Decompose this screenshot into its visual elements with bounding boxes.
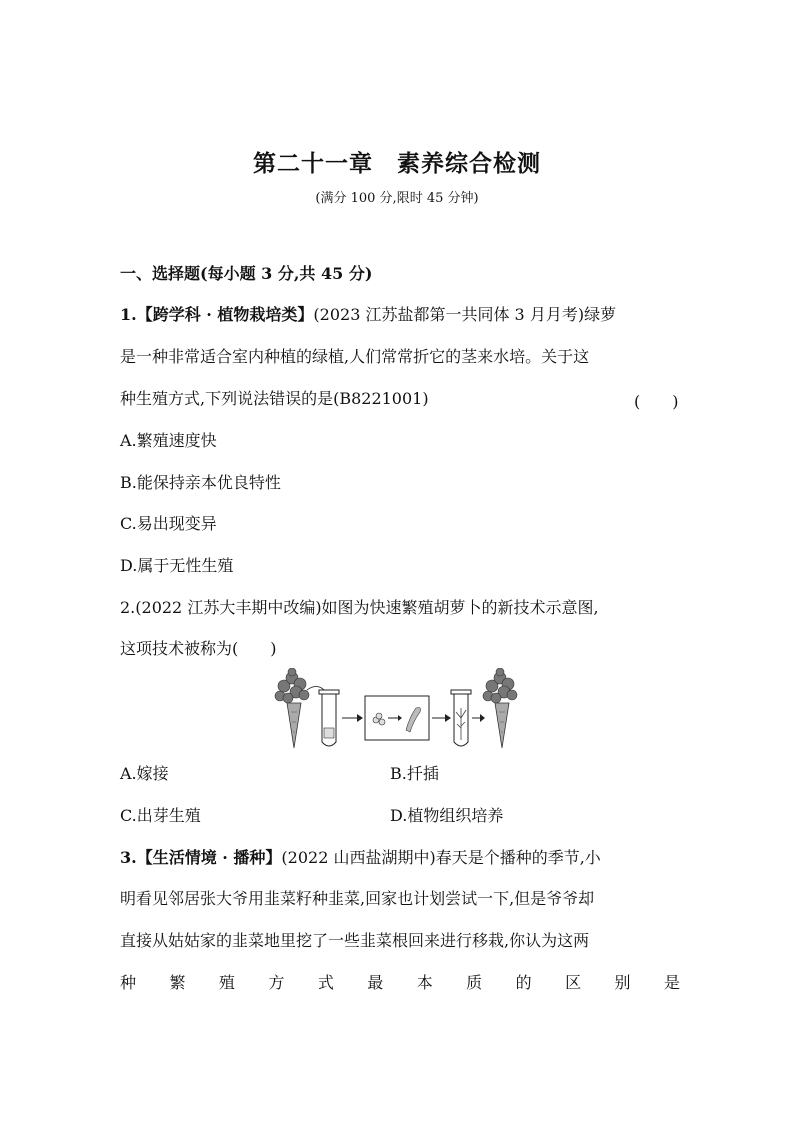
justified-char: 方 xyxy=(268,973,285,992)
question-2-options-row-2 xyxy=(120,806,680,826)
justified-char: 种 xyxy=(120,973,137,992)
test-tube-icon xyxy=(319,690,339,746)
question-3-line-3: 直接从姑姑家的韭菜地里挖了一些韭菜根回来进行移栽,你认为这两 xyxy=(120,931,590,950)
justified-char: 质 xyxy=(466,973,483,992)
option-b: B.扦插 xyxy=(390,764,439,783)
justified-char: 殖 xyxy=(218,973,235,992)
answer-blank: ( ) xyxy=(634,392,679,411)
carrot-plant-icon xyxy=(483,668,517,748)
question-2-line-2: 这项技术被称为( ) xyxy=(120,639,277,658)
question-3-line-1 xyxy=(120,848,680,868)
question-1-tag: 【跨学科 · 植物栽培类】 xyxy=(136,305,314,324)
justified-char: 最 xyxy=(367,973,384,992)
question-1-line-2: 是一种非常适合室内种植的绿植,人们常常折它的茎来水培。关于这 xyxy=(120,347,590,366)
arrow-right-icon xyxy=(472,714,485,722)
page-subtitle: (满分 100 分,限时 45 分钟) xyxy=(315,191,479,206)
test-tube-seedling-icon xyxy=(451,690,471,746)
option-a: A.嫁接 xyxy=(120,764,169,783)
justified-char: 式 xyxy=(317,973,334,992)
question-1-line-3: 种生殖方式,下列说法错误的是(B8221001) xyxy=(120,389,429,408)
question-1-source: (2023 江苏盐都第一共同体 3 月月考)绿萝 xyxy=(313,305,617,324)
page-title: 第二十一章 素养综合检测 xyxy=(253,151,541,177)
justified-char: 的 xyxy=(515,973,532,992)
option-c: C.出芽生殖 xyxy=(120,806,201,825)
option-d: D.植物组织培养 xyxy=(390,806,504,825)
tissue-culture-diagram xyxy=(270,668,525,752)
carrot-plant-icon xyxy=(275,668,309,748)
question-3-line-2: 明看见邻居张大爷用韭菜籽种韭菜,回家也计划尝试一下,但是爷爷却 xyxy=(120,889,595,908)
justified-char: 繁 xyxy=(169,973,186,992)
justified-char: 别 xyxy=(614,973,631,992)
question-3-number: 3. xyxy=(120,848,137,867)
justified-char: 区 xyxy=(565,973,582,992)
question-3-source: (2022 山西盐湖期中)春天是个播种的季节,小 xyxy=(281,848,601,867)
question-1-line-1 xyxy=(120,305,680,325)
justified-char: 是 xyxy=(663,973,680,992)
arrow-right-icon xyxy=(342,714,363,722)
option-d: D.属于无性生殖 xyxy=(120,556,234,575)
justified-char: 本 xyxy=(416,973,433,992)
question-1-number: 1. xyxy=(120,305,137,324)
culture-dish-icon xyxy=(365,696,429,740)
section-heading: 一、选择题(每小题 3 分,共 45 分) xyxy=(120,264,373,283)
arrow-right-icon xyxy=(432,714,451,722)
question-3-line-4 xyxy=(120,973,680,993)
option-c: C.易出现变异 xyxy=(120,514,217,533)
question-2-line-1: 2.(2022 江苏大丰期中改编)如图为快速繁殖胡萝卜的新技术示意图, xyxy=(120,598,599,617)
question-2-options-row-1 xyxy=(120,764,680,784)
option-b: B.能保持亲本优良特性 xyxy=(120,473,281,492)
option-a: A.繁殖速度快 xyxy=(120,431,217,450)
question-3-tag: 【生活情境 · 播种】 xyxy=(136,848,282,867)
